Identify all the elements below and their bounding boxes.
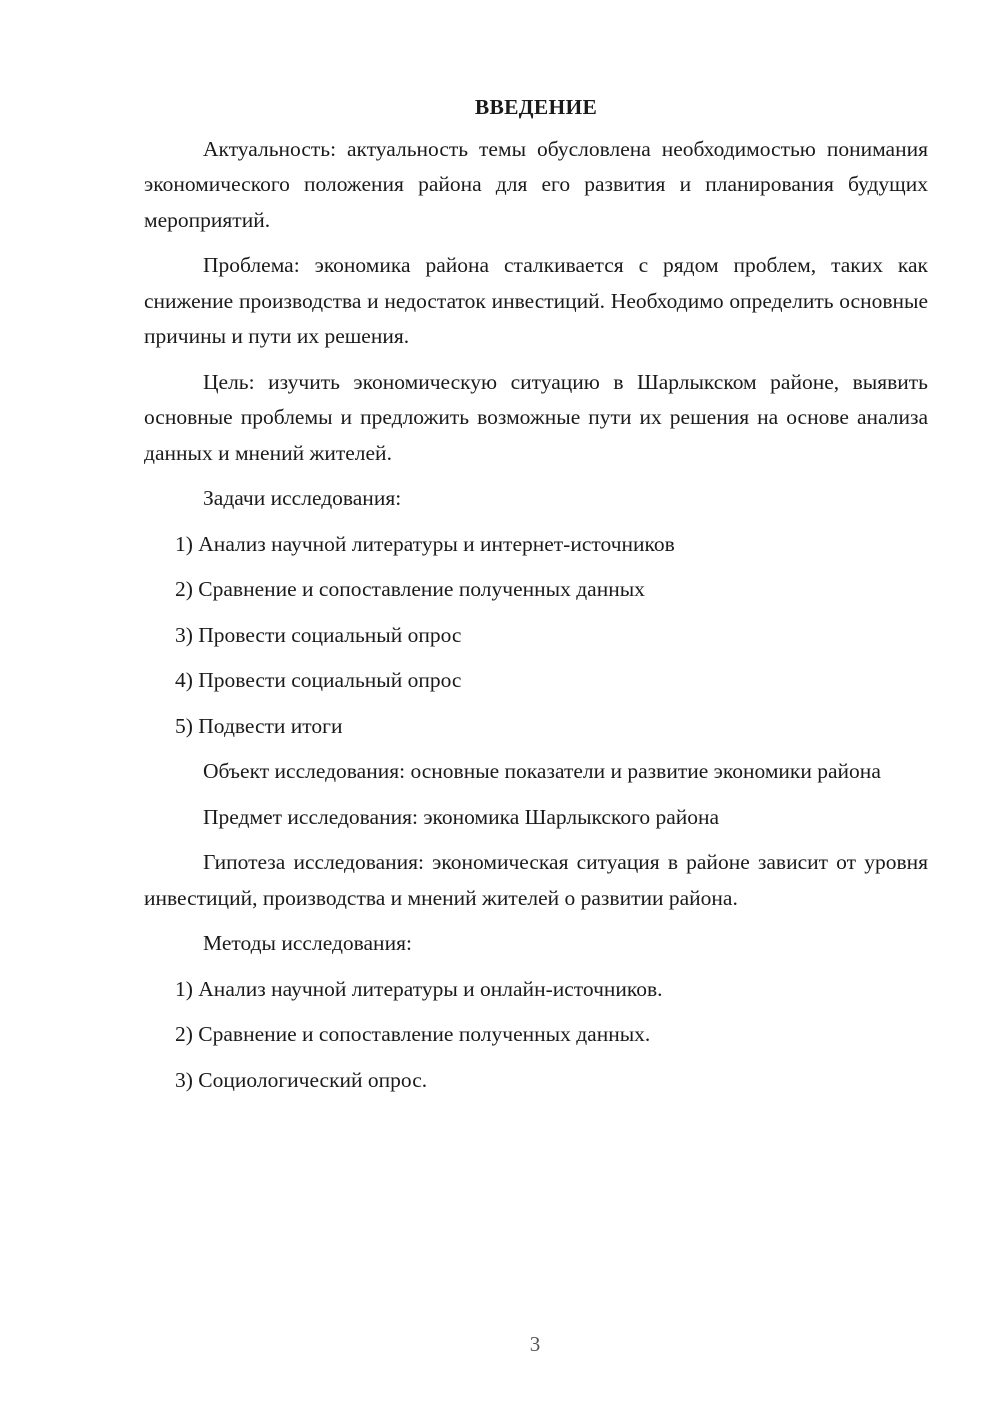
problem-paragraph: Проблема: экономика района сталкивается с рядом проблем, таких как снижение производства и недостаток инвестиций. Необходимо определить основные причины и пути их решения. — [144, 253, 928, 348]
list-item: 1) Анализ научной литературы и онлайн-источников. — [175, 976, 663, 1001]
tasks-list — [144, 527, 928, 745]
list-item: 3) Социологический опрос. — [175, 1067, 428, 1092]
goal-paragraph: Цель: изучить экономическую ситуацию в Шарлыкском районе, выявить основные проблемы и предложить возможные пути их решения на основе анализа данных и мнений жителей. — [144, 369, 928, 465]
object-paragraph: Объект исследования: основные показатели и развитие экономики района — [203, 759, 881, 783]
subject-paragraph: Предмет исследования: экономика Шарлыкского района — [203, 804, 720, 829]
list-item: 2) Сравнение и сопоставление полученных данных. — [175, 1022, 651, 1046]
list-item: 5) Подвести итоги — [175, 713, 343, 738]
page-number: 3 — [529, 1332, 541, 1356]
section-heading: ВВЕДЕНИЕ — [474, 95, 598, 119]
list-item: 4) Провести социальный опрос — [175, 668, 462, 692]
hypothesis-paragraph: Гипотеза исследования: экономическая ситуация в районе зависит от уровня инвестиций, производства и мнений жителей о развитии района. — [144, 850, 928, 910]
list-item: 2) Сравнение и сопоставление полученных данных — [175, 577, 645, 601]
document-page — [144, 90, 928, 1108]
methods-list — [144, 972, 928, 1099]
list-item: 3) Провести социальный опрос — [175, 622, 462, 647]
methods-label: Методы исследования: — [203, 931, 412, 955]
tasks-label: Задачи исследования: — [203, 486, 402, 510]
relevance-paragraph: Актуальность: актуальность темы обусловлена необходимостью понимания экономического положения района для его развития и планирования будущих мероприятий. — [144, 136, 928, 232]
list-item: 1) Анализ научной литературы и интернет-источников — [175, 531, 675, 556]
